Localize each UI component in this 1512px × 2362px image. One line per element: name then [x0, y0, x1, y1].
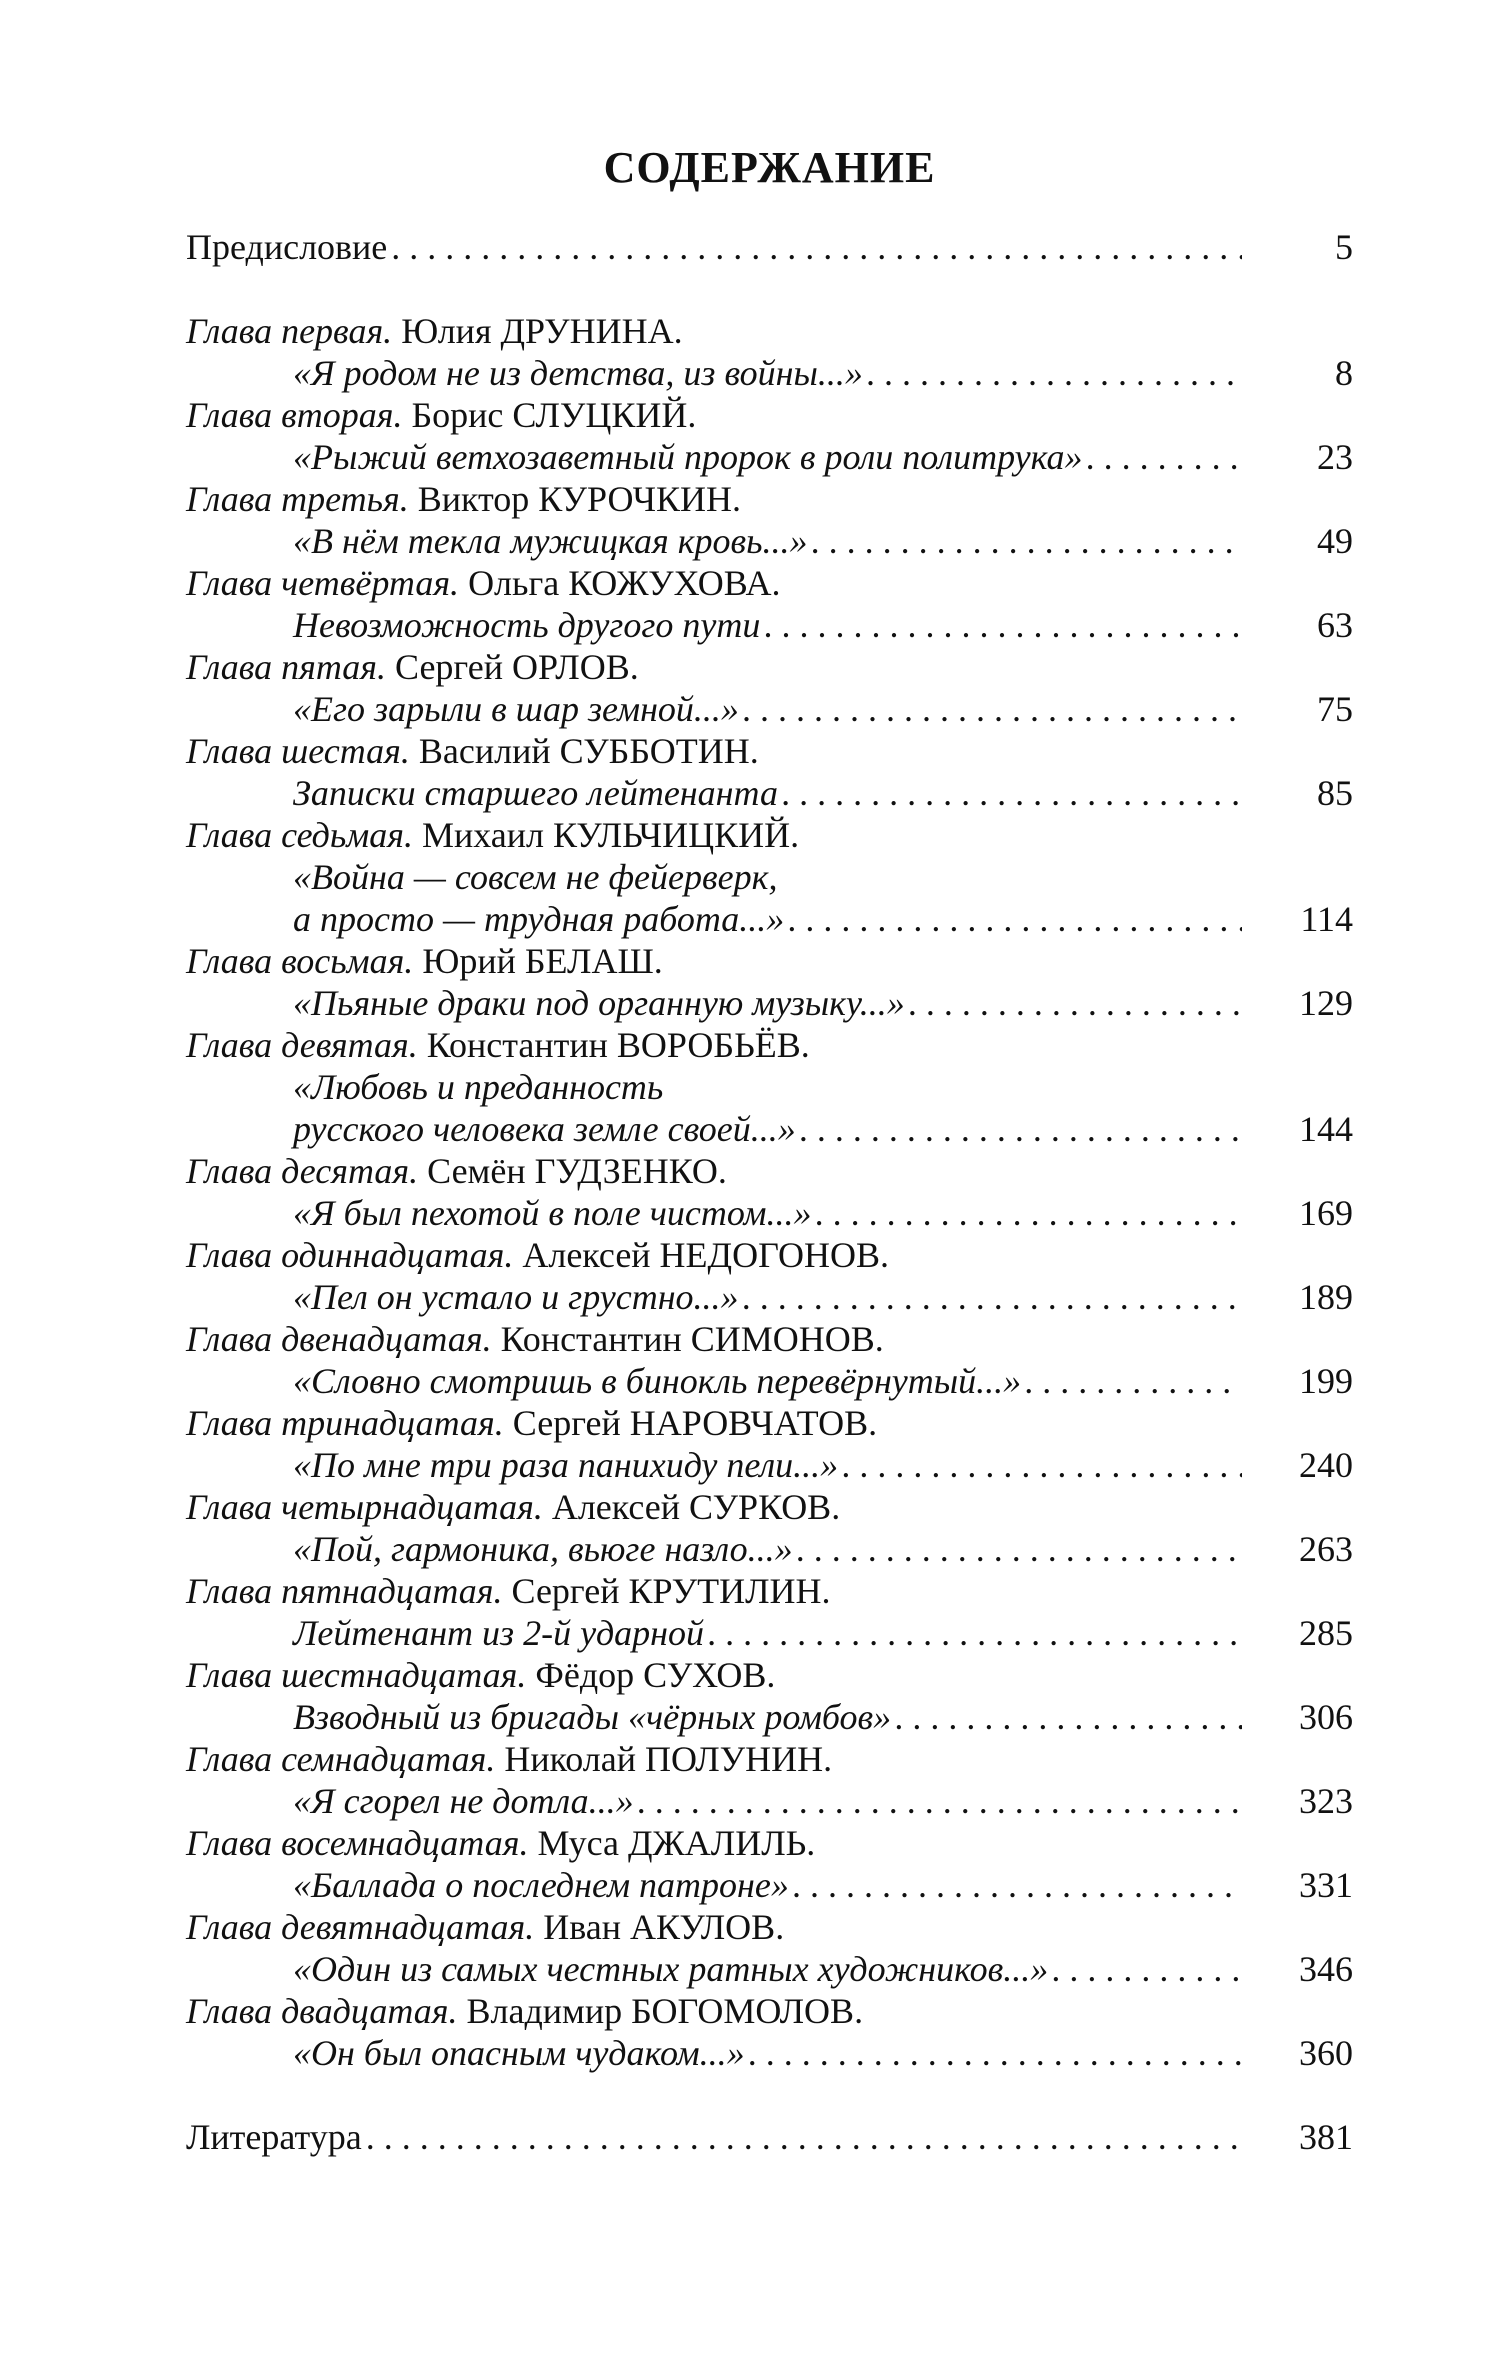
- page-number: 323: [1299, 1781, 1353, 1821]
- chapter-author: Муса ДЖАЛИЛЬ.: [537, 1823, 816, 1863]
- table-of-contents: [186, 226, 1353, 2158]
- toc-entry-chapter[interactable]: [186, 1402, 1353, 1486]
- chapter-title-line: [186, 1696, 1353, 1738]
- page-number: 346: [1299, 1949, 1353, 1989]
- page-number: 85: [1317, 773, 1353, 813]
- toc-entry-chapter[interactable]: [186, 1906, 1353, 1990]
- chapter-heading: [186, 562, 1353, 604]
- chapter-title: а просто — трудная работа...»: [293, 899, 785, 939]
- chapter-title: «Пел он устало и грустно...»: [293, 1277, 739, 1317]
- page-number: 306: [1299, 1697, 1353, 1737]
- chapter-heading: [186, 1990, 1353, 2032]
- chapter-number: Глава тринадцатая.: [186, 1403, 504, 1443]
- chapter-title-line: [186, 604, 1353, 646]
- chapter-number: Глава девятнадцатая.: [186, 1907, 535, 1947]
- toc-entry-chapter[interactable]: [186, 646, 1353, 730]
- chapter-number: Глава вторая.: [186, 395, 403, 435]
- chapter-number: Глава первая.: [186, 311, 393, 351]
- dot-leader: [743, 1276, 1242, 1318]
- chapter-heading: [186, 940, 1353, 982]
- chapter-title-line: [186, 1276, 1353, 1318]
- chapter-title-line: [186, 1528, 1353, 1570]
- chapter-author: Юрий БЕЛАШ.: [422, 941, 663, 981]
- chapter-heading: [186, 646, 1353, 688]
- chapter-title: «Пьяные драки под органную музыку...»: [293, 983, 905, 1023]
- dot-leader: [800, 1108, 1242, 1150]
- chapter-title-line: [186, 982, 1353, 1024]
- chapter-heading: [186, 1822, 1353, 1864]
- toc-entry-chapter[interactable]: [186, 1024, 1353, 1150]
- chapter-number: Глава шестая.: [186, 731, 410, 771]
- toc-entry-chapter[interactable]: [186, 1654, 1353, 1738]
- chapter-title-line: [186, 2032, 1353, 2074]
- chapter-author: Константин СИМОНОВ.: [500, 1319, 884, 1359]
- dot-leader: [812, 520, 1242, 562]
- chapter-heading: [186, 394, 1353, 436]
- chapter-title: «Пой, гармоника, вьюге назло...»: [293, 1529, 793, 1569]
- chapter-heading: [186, 1906, 1353, 1948]
- chapter-title-line: [186, 1948, 1353, 1990]
- dot-leader: [782, 772, 1242, 814]
- chapter-title: «Любовь и преданность: [293, 1067, 664, 1107]
- dot-leader: [743, 688, 1242, 730]
- chapter-title: Записки старшего лейтенанта: [293, 773, 778, 813]
- chapter-title: «В нём текла мужицкая кровь...»: [293, 521, 808, 561]
- chapter-author: Василий СУББОТИН.: [418, 731, 759, 771]
- chapter-number: Глава третья.: [186, 479, 409, 519]
- page-number: 199: [1299, 1361, 1353, 1401]
- chapter-title: Взводный из бригады «чёрных ромбов»: [293, 1697, 892, 1737]
- chapter-title-line: [186, 1612, 1353, 1654]
- toc-entry-chapter[interactable]: [186, 730, 1353, 814]
- chapter-title: «Рыжий ветхозаветный пророк в роли политрука»: [293, 437, 1083, 477]
- chapter-heading: [186, 814, 1353, 856]
- page-number: 5: [1335, 227, 1353, 267]
- page-number: 360: [1299, 2033, 1353, 2073]
- chapter-title-line: [186, 688, 1353, 730]
- toc-entry-chapter[interactable]: [186, 1150, 1353, 1234]
- toc-entry-chapter[interactable]: [186, 1990, 1353, 2074]
- dot-leader: [708, 1612, 1242, 1654]
- page-number: 63: [1317, 605, 1353, 645]
- chapter-title: «Война — совсем не фейерверк,: [293, 857, 778, 897]
- chapter-author: Фёдор СУХОВ.: [535, 1655, 776, 1695]
- dot-leader: [895, 1696, 1242, 1738]
- page-number: 331: [1299, 1865, 1353, 1905]
- toc-entry-chapter[interactable]: [186, 1486, 1353, 1570]
- chapter-title: «Баллада о последнем патроне»: [293, 1865, 789, 1905]
- page-number: 381: [1299, 2117, 1353, 2157]
- toc-entry-chapter[interactable]: [186, 310, 1353, 394]
- chapter-title-line: [186, 1360, 1353, 1402]
- chapter-number: Глава четвёртая.: [186, 563, 460, 603]
- toc-entry-label: Предисловие: [186, 227, 388, 267]
- chapter-author: Константин ВОРОБЬЁВ.: [426, 1025, 810, 1065]
- chapter-number: Глава восьмая.: [186, 941, 414, 981]
- page-number: 263: [1299, 1529, 1353, 1569]
- dot-leader: [391, 226, 1242, 268]
- chapter-title: «Один из самых честных ратных художников...»: [293, 1949, 1049, 1989]
- chapter-heading: [186, 1570, 1353, 1612]
- spacer: [186, 268, 1353, 310]
- chapter-author: Семён ГУДЗЕНКО.: [427, 1151, 727, 1191]
- chapter-list: [186, 310, 1353, 2074]
- chapter-title-line: [186, 436, 1353, 478]
- page-number: 144: [1299, 1109, 1353, 1149]
- dot-leader: [749, 2032, 1242, 2074]
- chapter-heading: [186, 1402, 1353, 1444]
- chapter-title-line: [186, 1066, 1353, 1108]
- chapter-number: Глава двадцатая.: [186, 1991, 458, 2031]
- chapter-title-line: [186, 856, 1353, 898]
- chapter-number: Глава четырнадцатая.: [186, 1487, 543, 1527]
- chapter-title: Невозможность другого пути: [293, 605, 761, 645]
- toc-entry-label: Литература: [186, 2117, 362, 2157]
- chapter-title: «По мне три раза панихиду пели...»: [293, 1445, 839, 1485]
- toc-entry-chapter[interactable]: [186, 1318, 1353, 1402]
- chapter-title-line: [186, 1444, 1353, 1486]
- chapter-heading: [186, 1738, 1353, 1780]
- chapter-title-line: [186, 898, 1353, 940]
- chapter-number: Глава шестнадцатая.: [186, 1655, 527, 1695]
- dot-leader: [638, 1780, 1242, 1822]
- dot-leader: [842, 1444, 1242, 1486]
- page-number: 285: [1299, 1613, 1353, 1653]
- chapter-number: Глава седьмая.: [186, 815, 413, 855]
- chapter-title-line: [186, 1864, 1353, 1906]
- dot-leader: [797, 1528, 1242, 1570]
- chapter-number: Глава одиннадцатая.: [186, 1235, 514, 1275]
- toc-entry-chapter[interactable]: [186, 562, 1353, 646]
- chapter-title: «Я был пехотой в поле чистом...»: [293, 1193, 812, 1233]
- chapter-author: Алексей НЕДОГОНОВ.: [522, 1235, 890, 1275]
- chapter-heading: [186, 1234, 1353, 1276]
- chapter-author: Николай ПОЛУНИН.: [504, 1739, 833, 1779]
- chapter-heading: [186, 478, 1353, 520]
- chapter-title: «Я родом не из детства, из войны...»: [293, 353, 863, 393]
- chapter-number: Глава восемнадцатая.: [186, 1823, 529, 1863]
- chapter-number: Глава девятая.: [186, 1025, 418, 1065]
- chapter-title-line: [186, 1108, 1353, 1150]
- chapter-heading: [186, 1318, 1353, 1360]
- dot-leader: [1025, 1360, 1242, 1402]
- page-number: 129: [1299, 983, 1353, 1023]
- toc-entry-chapter[interactable]: [186, 1570, 1353, 1654]
- dot-leader: [815, 1192, 1242, 1234]
- chapter-author: Сергей ОРЛОВ.: [395, 647, 639, 687]
- page-number: 189: [1299, 1277, 1353, 1317]
- page-number: 169: [1299, 1193, 1353, 1233]
- toc-entry-chapter[interactable]: [186, 1822, 1353, 1906]
- chapter-number: Глава семнадцатая.: [186, 1739, 496, 1779]
- chapter-author: Сергей КРУТИЛИН.: [511, 1571, 831, 1611]
- page-number: 8: [1335, 353, 1353, 393]
- chapter-number: Глава пятая.: [186, 647, 386, 687]
- chapter-title: «Он был опасным чудаком...»: [293, 2033, 745, 2073]
- page-number: 114: [1300, 899, 1353, 939]
- chapter-title-line: [186, 520, 1353, 562]
- toc-entry-literature[interactable]: [186, 2116, 1353, 2158]
- chapter-author: Виктор КУРОЧКИН.: [417, 479, 741, 519]
- chapter-author: Юлия ДРУНИНА.: [401, 311, 683, 351]
- chapter-author: Владимир БОГОМОЛОВ.: [466, 1991, 864, 2031]
- chapter-author: Иван АКУЛОВ.: [543, 1907, 785, 1947]
- chapter-author: Михаил КУЛЬЧИЦКИЙ.: [421, 815, 800, 855]
- toc-entry-chapter[interactable]: [186, 394, 1353, 478]
- dot-leader: [1087, 436, 1242, 478]
- chapter-heading: [186, 730, 1353, 772]
- chapter-title: русского человека земле своей...»: [293, 1109, 796, 1149]
- toc-entry-preface[interactable]: [186, 226, 1353, 268]
- page-number: 49: [1317, 521, 1353, 561]
- chapter-heading: [186, 1150, 1353, 1192]
- chapter-title-line: [186, 1780, 1353, 1822]
- toc-entry-chapter[interactable]: [186, 1738, 1353, 1822]
- chapter-title-line: [186, 352, 1353, 394]
- chapter-author: Ольга КОЖУХОВА.: [468, 563, 781, 603]
- chapter-heading: [186, 310, 1353, 352]
- toc-entry-chapter[interactable]: [186, 1234, 1353, 1318]
- page-number: 23: [1317, 437, 1353, 477]
- dot-leader: [867, 352, 1242, 394]
- dot-leader: [366, 2116, 1242, 2158]
- chapter-title: «Я сгорел не дотла...»: [293, 1781, 634, 1821]
- dot-leader: [793, 1864, 1242, 1906]
- chapter-title: «Словно смотришь в бинокль перевёрнутый...»: [293, 1361, 1022, 1401]
- chapter-number: Глава двенадцатая.: [186, 1319, 492, 1359]
- toc-entry-chapter[interactable]: [186, 814, 1353, 940]
- dot-leader: [909, 982, 1242, 1024]
- chapter-heading: [186, 1654, 1353, 1696]
- dot-leader: [788, 898, 1242, 940]
- toc-entry-chapter[interactable]: [186, 940, 1353, 1024]
- page-number: 240: [1299, 1445, 1353, 1485]
- chapter-title: Лейтенант из 2-й ударной: [293, 1613, 705, 1653]
- spacer: [186, 2074, 1353, 2116]
- chapter-title-line: [186, 772, 1353, 814]
- chapter-author: Борис СЛУЦКИЙ.: [411, 395, 697, 435]
- chapter-author: Сергей НАРОВЧАТОВ.: [512, 1403, 878, 1443]
- chapter-heading: [186, 1024, 1353, 1066]
- page-title: СОДЕРЖАНИЕ: [603, 143, 936, 192]
- toc-entry-chapter[interactable]: [186, 478, 1353, 562]
- page-number: 75: [1317, 689, 1353, 729]
- chapter-title-line: [186, 1192, 1353, 1234]
- chapter-title: «Его зарыли в шар земной...»: [293, 689, 739, 729]
- dot-leader: [1052, 1948, 1242, 1990]
- chapter-number: Глава пятнадцатая.: [186, 1571, 503, 1611]
- chapter-author: Алексей СУРКОВ.: [551, 1487, 841, 1527]
- dot-leader: [764, 604, 1242, 646]
- chapter-number: Глава десятая.: [186, 1151, 419, 1191]
- chapter-heading: [186, 1486, 1353, 1528]
